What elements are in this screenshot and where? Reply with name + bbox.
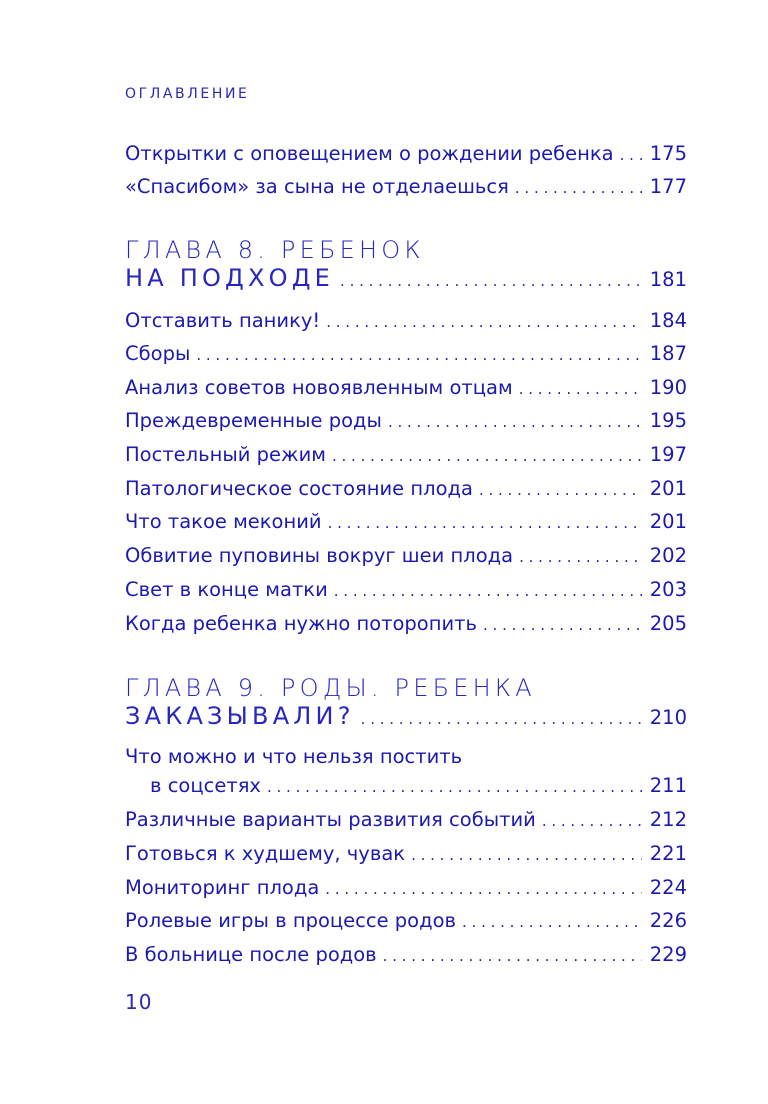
toc-entry-page: 197 (649, 443, 687, 466)
dot-leader (328, 511, 642, 535)
toc-entry[interactable] (150, 774, 687, 799)
toc-entry[interactable] (125, 409, 687, 434)
toc-entry-page: 202 (649, 544, 687, 567)
toc-entry-title: Свет в конце матки (125, 578, 334, 602)
chapter-9-title-line2: ЗАКАЗЫВАЛИ? (125, 704, 361, 728)
toc-entry-title: Готовься к худшему, чувак (125, 842, 411, 866)
running-head: ОГЛАВЛЕНИЕ (125, 86, 250, 102)
dot-leader (620, 143, 642, 167)
dot-leader (388, 410, 642, 434)
chapter-9-heading-line2[interactable] (125, 704, 687, 731)
toc-entry[interactable] (125, 510, 687, 535)
chapter-9-heading[interactable]: ГЛАВА 9. РОДЫ. РЕБЕНКА (125, 674, 536, 702)
page-number: 10 (125, 990, 153, 1014)
toc-entry-title: Когда ребенка нужно поторопить (125, 612, 483, 636)
dot-leader (332, 444, 642, 468)
dot-leader (519, 377, 642, 401)
chapter-8-heading[interactable]: ГЛАВА 8. РЕБЕНОК (125, 236, 425, 264)
toc-entry-page: 190 (649, 376, 687, 399)
dot-leader (515, 176, 642, 200)
toc-entry-page: 203 (649, 578, 687, 601)
toc-entry-page: 195 (649, 409, 687, 432)
toc-entry[interactable] (125, 443, 687, 468)
toc-entry-title: Мониторинг плода (125, 876, 325, 900)
toc-entry[interactable] (125, 477, 687, 502)
toc-entry-title: Что такое меконий (125, 510, 328, 534)
toc-entry-page: 226 (649, 909, 687, 932)
toc-entry[interactable] (125, 842, 687, 867)
toc-entry[interactable] (125, 142, 687, 167)
toc-entry-page: 177 (649, 175, 687, 198)
dot-leader (267, 775, 642, 799)
toc-entry-page: 229 (649, 943, 687, 966)
toc-entry-title: Обвитие пуповины вокруг шеи плода (125, 544, 519, 568)
toc-entry[interactable] (125, 612, 687, 637)
chapter-8-title-line2: НА ПОДХОДЕ (125, 266, 340, 290)
toc-entry[interactable] (125, 876, 687, 901)
toc-entry-page: 212 (649, 808, 687, 831)
toc-entry-title: Отставить панику! (125, 309, 326, 333)
dot-leader (542, 809, 642, 833)
dot-leader (411, 843, 642, 867)
toc-entry-title: Различные варианты развития событий (125, 808, 542, 832)
toc-entry-title: Постельный режим (125, 443, 332, 467)
toc-entry[interactable] (125, 309, 687, 334)
toc-entry-title: Анализ советов новоявленным отцам (125, 376, 519, 400)
dot-leader (334, 579, 642, 603)
toc-entry-page: 201 (649, 510, 687, 533)
toc-entry-page: 224 (649, 876, 687, 899)
toc-entry-page: 201 (649, 477, 687, 500)
toc-entry-page: 205 (649, 612, 687, 635)
toc-entry[interactable] (125, 578, 687, 603)
dot-leader (361, 707, 642, 731)
toc-entry-title: Патологическое состояние плода (125, 477, 479, 501)
toc-entry-page: 184 (649, 309, 687, 332)
dot-leader (340, 269, 642, 293)
dot-leader (479, 478, 642, 502)
toc-entry[interactable] (125, 376, 687, 401)
toc-entry[interactable] (125, 544, 687, 569)
toc-entry-page: 187 (649, 342, 687, 365)
toc-entry-page: 211 (649, 774, 687, 797)
toc-entry-title: Сборы (125, 342, 196, 366)
chapter-8-heading-line2[interactable] (125, 266, 687, 293)
dot-leader (196, 343, 641, 367)
chapter-8-page: 181 (649, 268, 687, 291)
dot-leader (325, 877, 641, 901)
toc-entry[interactable] (125, 342, 687, 367)
dot-leader (383, 944, 642, 968)
dot-leader (326, 310, 642, 334)
toc-entry[interactable] (125, 909, 687, 934)
toc-entry-title: Преждевременные роды (125, 409, 388, 433)
toc-entry[interactable] (125, 808, 687, 833)
toc-entry-multiline-first[interactable]: Что можно и что нельзя постить (125, 745, 463, 768)
toc-entry-page: 221 (649, 842, 687, 865)
toc-entry-title: «Спасибом» за сына не отделаешься (125, 175, 515, 199)
dot-leader (483, 613, 642, 637)
toc-entry[interactable] (125, 175, 687, 200)
toc-entry-title: Ролевые игры в процессе родов (125, 909, 462, 933)
toc-entry-title: в соцсетях (150, 774, 267, 798)
toc-entry-page: 175 (649, 142, 687, 165)
toc-entry[interactable] (125, 943, 687, 968)
dot-leader (519, 545, 642, 569)
dot-leader (462, 910, 642, 934)
toc-entry-title: Открытки с оповещением о рождении ребенка (125, 142, 620, 166)
chapter-9-page: 210 (649, 706, 687, 729)
toc-entry-title: В больнице после родов (125, 943, 383, 967)
